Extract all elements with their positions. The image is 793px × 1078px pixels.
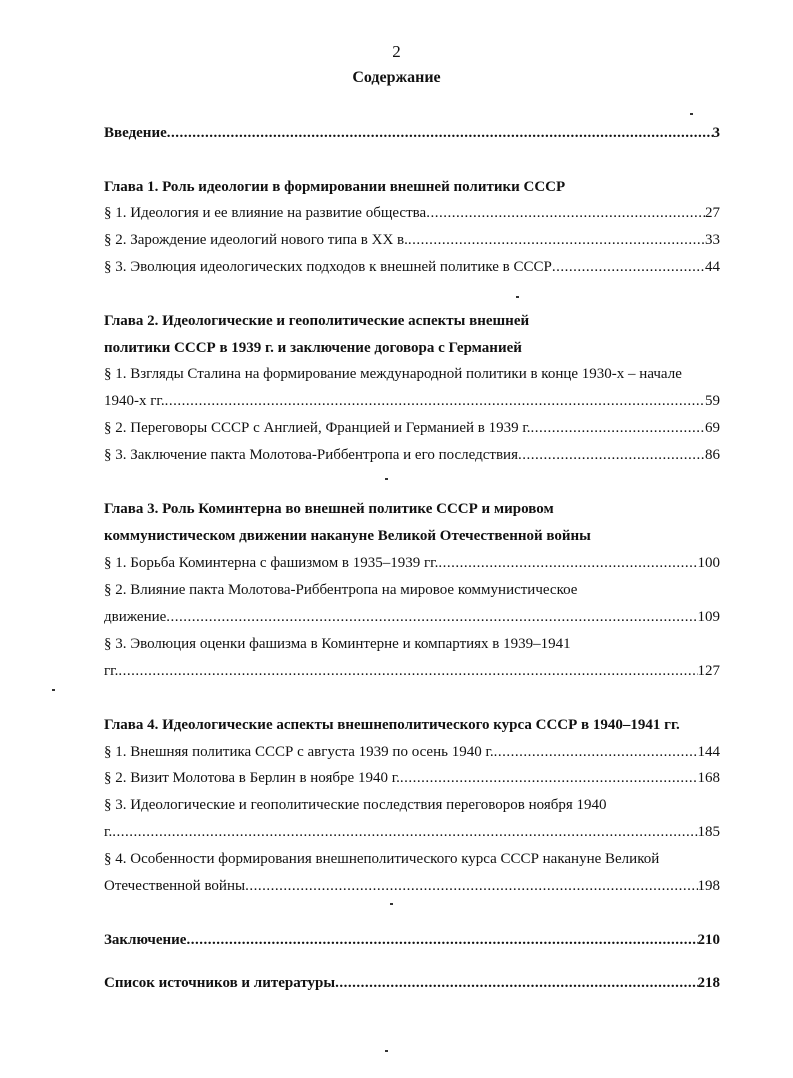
toc-entry	[104, 391, 720, 411]
toc-entry-title: § 3. Заключение пакта Молотова-Риббентропа и его последствия	[104, 447, 518, 463]
toc-entry-page: 100	[697, 555, 720, 571]
toc-entry-page: 3	[712, 125, 720, 141]
toc-entry-title-line: § 1. Взгляды Сталина на формирование международной политики в конце 1930-х – начале	[104, 366, 682, 382]
toc-entry-conclusion	[104, 930, 720, 950]
toc-entry-title: § 1. Внешняя политика СССР с августа 1939 по осень 1940 г.	[104, 744, 494, 760]
toc-entry	[104, 257, 720, 277]
toc-entry-title: § 2. Переговоры СССР с Англией, Францией и Германией в 1939 г.	[104, 420, 531, 436]
toc-entry	[104, 822, 720, 842]
toc-entry-page: 198	[697, 878, 720, 894]
toc-entry-page: 69	[705, 420, 720, 436]
chapter-4-title: Глава 4. Идеологические аспекты внешнеполитического курса СССР в 1940–1941 гг.	[104, 717, 680, 733]
toc-entry	[104, 661, 720, 681]
toc-entry-page: 27	[705, 205, 720, 221]
toc-entry-title-line: § 3. Эволюция оценки фашизма в Коминтерне и компартиях в 1939–1941	[104, 636, 571, 652]
toc-entry-title: 1940-х гг.	[104, 393, 165, 409]
toc-entry-page: 210	[697, 932, 720, 948]
toc-entry-title: г.	[104, 824, 113, 840]
toc-heading: Содержание	[352, 69, 441, 86]
toc-entry-page: 144	[697, 744, 720, 760]
toc-entry-title: движение	[104, 609, 167, 625]
scan-speck	[516, 296, 519, 298]
toc-entry-page: 86	[705, 447, 720, 463]
scan-speck	[385, 478, 388, 480]
scan-speck	[385, 1050, 388, 1052]
toc-entry-title: Введение	[104, 125, 167, 141]
toc-entry-title: § 1. Борьба Коминтерна с фашизмом в 1935–1939 гг.	[104, 555, 439, 571]
toc-entry	[104, 553, 720, 573]
scan-speck	[390, 903, 393, 905]
chapter-3-title-line-2: коммунистическом движении накануне Великой Отечественной войны	[104, 528, 591, 544]
toc-entry-title-line: § 4. Особенности формирования внешнеполитического курса СССР накануне Великой	[104, 851, 660, 867]
toc-entry-page: 44	[705, 259, 720, 275]
toc-entry-intro	[104, 123, 720, 143]
toc-entry-title-line: § 3. Идеологические и геополитические последствия переговоров ноября 1940	[104, 797, 607, 813]
chapter-3-title-line-1: Глава 3. Роль Коминтерна во внешней политике СССР и мировом	[104, 501, 554, 517]
toc-entry	[104, 742, 720, 762]
toc-entry	[104, 418, 720, 438]
toc-entry	[104, 203, 720, 223]
toc-entry-title: § 2. Зарождение идеологий нового типа в XX в.	[104, 232, 408, 248]
toc-entry-page: 109	[697, 609, 720, 625]
toc-entry	[104, 876, 720, 896]
toc-entry-title: Заключение	[104, 932, 187, 948]
toc-entry	[104, 607, 720, 627]
scan-speck	[52, 689, 55, 691]
page-number: 2	[392, 42, 401, 61]
toc-entry-page: 59	[705, 393, 720, 409]
scan-speck	[690, 113, 693, 115]
toc-entry-page: 33	[705, 232, 720, 248]
chapter-1-title: Глава 1. Роль идеологии в формировании внешней политики СССР	[104, 179, 566, 195]
toc-entry-page: 185	[697, 824, 720, 840]
toc-entry-title: Список источников и литературы	[104, 975, 336, 991]
toc-entry-page: 168	[697, 770, 720, 786]
toc-entry-title: § 3. Эволюция идеологических подходов к внешней политике в СССР	[104, 259, 552, 275]
toc-entry	[104, 230, 720, 250]
chapter-2-title-line-2: политики СССР в 1939 г. и заключение договора с Германией	[104, 340, 522, 356]
toc-entry-title: Отечественной войны	[104, 878, 246, 894]
chapter-2-title-line-1: Глава 2. Идеологические и геополитические аспекты внешней	[104, 313, 530, 329]
toc-entry-page: 127	[697, 663, 720, 679]
toc-entry	[104, 768, 720, 788]
toc-entry-page: 218	[697, 975, 720, 991]
toc-entry-sources	[104, 973, 720, 993]
toc-entry	[104, 445, 720, 465]
toc-entry-title: § 1. Идеология и ее влияние на развитие общества	[104, 205, 427, 221]
toc-entry-title: гг.	[104, 663, 119, 679]
toc-entry-title: § 2. Визит Молотова в Берлин в ноябре 1940 г.	[104, 770, 400, 786]
toc-entry-title-line: § 2. Влияние пакта Молотова-Риббентропа на мировое коммунистическое	[104, 582, 578, 598]
